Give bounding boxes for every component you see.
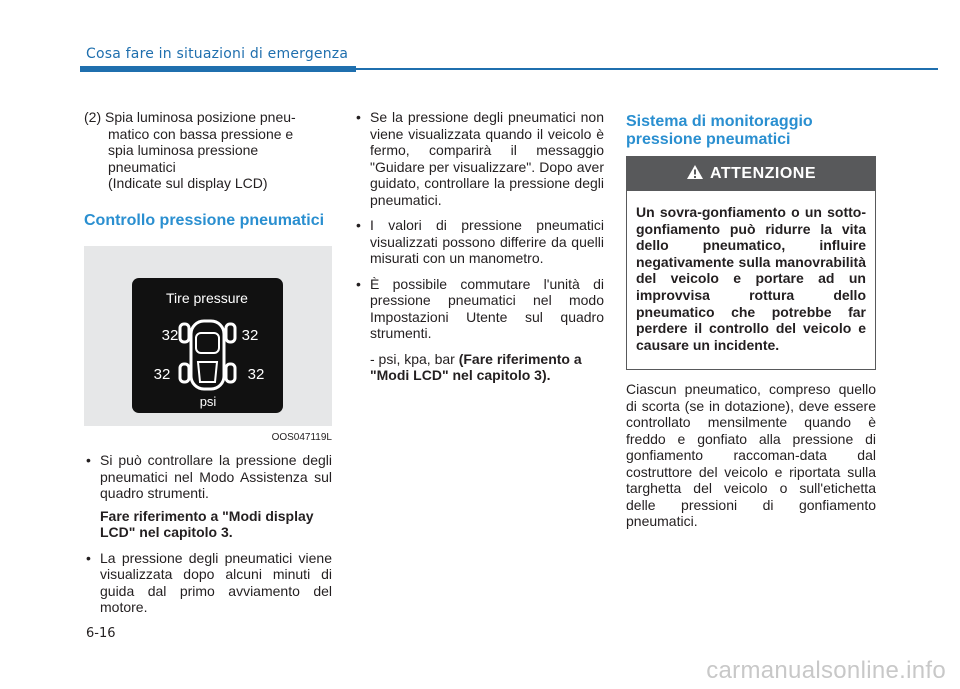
warning-box [626, 156, 876, 370]
header-rule-thick [80, 66, 356, 72]
item2-line4: pneumatici [108, 158, 176, 175]
list-item: • La pressione degli pneumatici viene visualizzata dopo alcuni minuti di guida dal primo avviamento del motore. [86, 549, 332, 615]
middle-column [354, 109, 604, 384]
list-item-note: Fare riferimento a "Modi display LCD" nel capitolo 3. [100, 507, 314, 540]
header-rule-thin [356, 68, 938, 70]
inflation-paragraph: Ciascun pneumatico, compreso quello di scorta (se in dotazione), deve essere controllato mensilmente quando è freddo e gonfiato alla pressione di gonfiamento raccoman-data dal costruttore del veicolo e riportata sulla targhetta del veicolo o sull'etichetta delle pressioni di gonfiamento pneumatici. [626, 381, 876, 529]
warning-triangle-icon [686, 164, 704, 185]
list-item: • Si può controllare la pressione degli pneumatici nel Modo Assistenza sul quadro strumenti. [86, 452, 332, 501]
item2-line3: spia luminosa pressione [108, 142, 259, 158]
front-left-tire-icon [180, 324, 189, 342]
figure-caption: OOS047119L [271, 432, 332, 443]
tire-pressure-figure [84, 246, 332, 426]
pressure-rear-right: 32 [247, 366, 265, 383]
section-header-title: Cosa fare in situazioni di emergenza [86, 46, 349, 62]
tire-pressure-check-heading: Controllo pressione pneumatici [84, 211, 325, 229]
unit-options: - psi, kpa, bar (Fare riferimento a "Modi LCD" nel capitolo 3). [370, 350, 582, 383]
pressure-front-right: 32 [241, 327, 259, 344]
tpms-heading-line1: Sistema di monitoraggio [626, 113, 813, 130]
front-right-tire-icon [226, 324, 235, 342]
item2-line1: (2) Spia luminosa posizione pneu- [84, 109, 296, 125]
rear-left-tire-icon [180, 364, 189, 382]
pressure-front-left: 32 [161, 327, 179, 344]
list-item: • Se la pressione degli pneumatici non viene visualizzata quando il veicolo è fermo, comparirà il messaggio "Guidare per visualizzare". Dopo aver guidato, controllare la pressione degli pneumatici. [356, 109, 604, 208]
rear-right-tire-icon [226, 364, 235, 382]
warning-body: Un sovra-gonfiamento o un sotto-gonfiamento può ridurre la vita dello pneumatico, influire negativamente sulla manovrabilità del veicolo e portare ad un improvvisa rottura dello pneumatico che potrebbe far perdere il controllo del veicolo e causare un incidente. [636, 204, 866, 353]
pressure-unit: psi [199, 394, 217, 409]
pressure-rear-left: 32 [153, 366, 171, 383]
item2-line5: (Indicate sul display LCD) [108, 175, 268, 191]
tire-pressure-display [132, 278, 283, 413]
right-column-heading [626, 113, 876, 149]
item2-line2: matico con bassa pressione e [108, 125, 294, 142]
warning-title: ATTENZIONE [709, 165, 817, 182]
page-number: 6-16 [86, 626, 116, 641]
left-column [84, 109, 332, 230]
lcd-screen [132, 278, 283, 413]
screen-title: Tire pressure [166, 290, 248, 306]
car-top-view-icon [180, 321, 235, 389]
list-item: • È possibile commutare l'unità di pressione pneumatici nel modo Impostazioni Utente sul quadro strumenti. [356, 275, 604, 341]
watermark: carmanualsonline.info [706, 657, 946, 684]
list-item: • I valori di pressione pneumatici visualizzati possono differire da quelli misurati con un manometro. [356, 217, 604, 266]
tpms-heading-line2: pressione pneumatici [626, 131, 791, 148]
left-column-bullets [84, 452, 332, 616]
warning-header [627, 157, 875, 191]
